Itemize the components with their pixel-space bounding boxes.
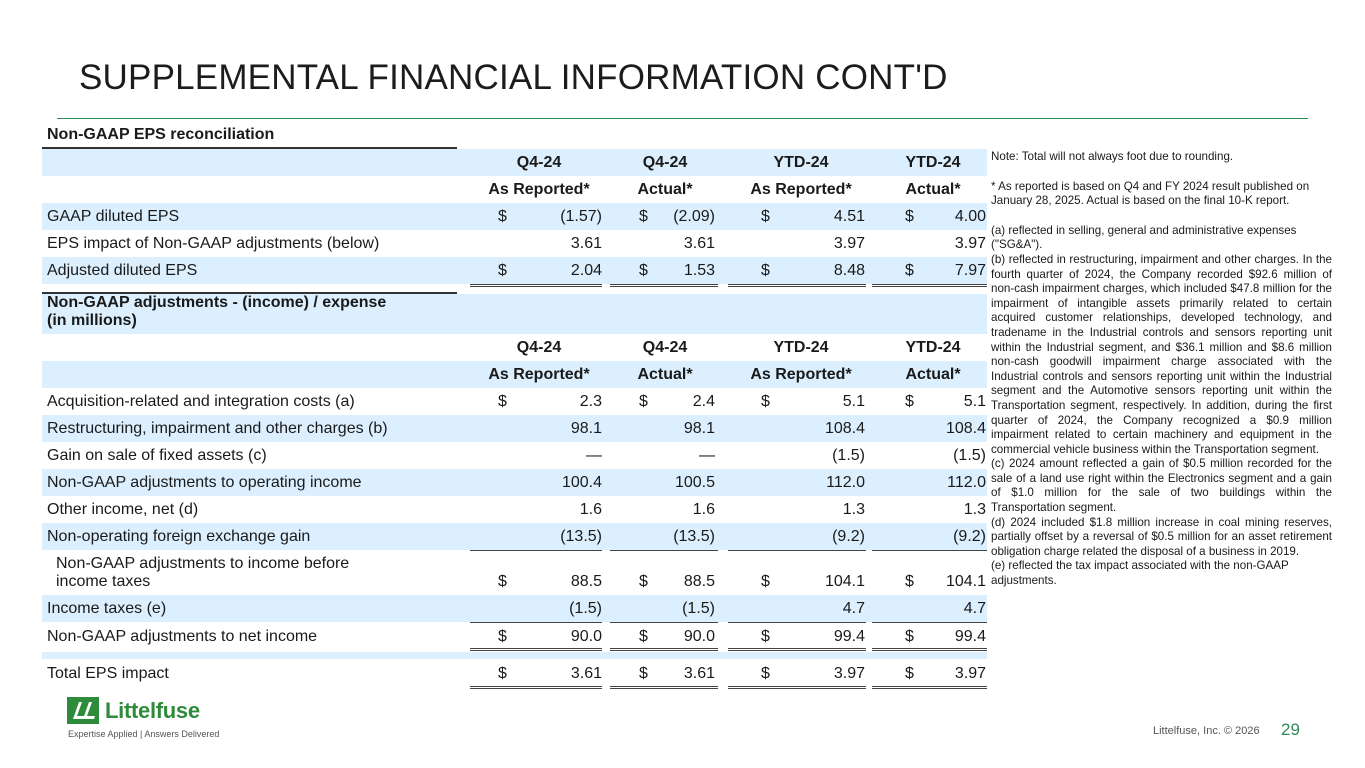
dollar-sign: $	[761, 573, 770, 590]
eps-col-2-sub: Actual*	[637, 181, 693, 198]
title-divider	[57, 118, 1308, 119]
page-number: 29	[1281, 720, 1300, 739]
footer-copyright: Littelfuse, Inc. © 2026	[1153, 725, 1260, 737]
adj-row-net-income	[42, 623, 987, 650]
row-label: GAAP diluted EPS	[47, 208, 180, 225]
adj-net-q4-reported: 90.0	[570, 628, 602, 645]
dollar-sign: $	[905, 208, 914, 225]
dollar-sign: $	[639, 665, 648, 682]
littelfuse-logo	[67, 697, 200, 729]
adj-col-3-top: YTD-24	[773, 339, 829, 356]
dollar-sign: $	[639, 262, 648, 279]
eps-col-4-sub: Actual*	[905, 181, 961, 198]
adj-row-other-income	[42, 496, 987, 523]
adj-total-q4-actual: 3.61	[683, 665, 715, 682]
row-label: Gain on sale of fixed assets (c)	[47, 447, 267, 464]
note-a: (a) reflected in selling, general and administrative expenses ("SG&A").	[991, 223, 1297, 252]
eps-gaap-ytd-actual: 4.00	[954, 208, 986, 225]
note-rounding: Note: Total will not always foot due to rounding.	[991, 150, 1234, 163]
dollar-sign: $	[639, 573, 648, 590]
dollar-sign: $	[639, 393, 648, 410]
adj-net-ytd-reported: 99.4	[833, 628, 865, 645]
adj-row-income-taxes	[42, 595, 987, 622]
eps-header-row-top	[42, 149, 987, 176]
littelfuse-logo-icon	[67, 697, 99, 724]
adj-gain-ytd-reported: (1.5)	[832, 447, 865, 464]
eps-gaap-q4-actual: (2.09)	[673, 208, 715, 225]
brand-tagline: Expertise Applied | Answers Delivered	[68, 729, 220, 739]
adj-tax-ytd-reported: 4.7	[842, 600, 865, 617]
adj-pretax-q4-actual: 88.5	[683, 573, 715, 590]
row-label: Non-GAAP adjustments to income before income taxes	[56, 555, 350, 590]
adj-fx-ytd-actual: (9.2)	[953, 528, 986, 545]
adj-row-gain-on-sale	[42, 442, 987, 469]
adj-acq-q4-reported: 2.3	[579, 393, 602, 410]
adj-tax-ytd-actual: 4.7	[963, 600, 986, 617]
dollar-sign: $	[498, 573, 507, 590]
note-d: (d) 2024 included $1.8 million increase in coal mining reserves, partially offset by a reversal of $0.5 million for an asset retirement obligation charge related the disposal of a business in 2019.	[991, 515, 1332, 558]
adj-opinc-q4-reported: 100.4	[561, 474, 602, 491]
adj-pretax-ytd-actual: 104.1	[945, 573, 986, 590]
adj-heading-line2: (in millions)	[47, 312, 137, 329]
eps-gaap-q4-reported: (1.57)	[560, 208, 602, 225]
adj-restr-q4-actual: 98.1	[683, 420, 715, 437]
adj-col-2-sub: Actual*	[637, 366, 693, 383]
eps-adjusted-ytd-reported: 8.48	[833, 262, 865, 279]
eps-col-3-sub: As Reported*	[750, 181, 852, 198]
adj-opinc-ytd-reported: 112.0	[826, 474, 865, 491]
dollar-sign: $	[498, 208, 507, 225]
adj-tax-q4-actual: (1.5)	[682, 600, 715, 617]
adj-other-q4-actual: 1.6	[692, 501, 715, 518]
row-label: EPS impact of Non-GAAP adjustments (below)	[47, 235, 380, 252]
adj-fx-ytd-reported: (9.2)	[832, 528, 865, 545]
eps-gaap-ytd-reported: 4.51	[833, 208, 865, 225]
adj-total-ytd-reported: 3.97	[833, 665, 865, 682]
note-c: (c) 2024 amount reflected a gain of $0.5 million recorded for the sale of a land use right within the Electronics segment and a gain of $1.0 million for the sale of two buildings within the Transportation segment.	[991, 457, 1332, 515]
adj-fx-q4-reported: (13.5)	[560, 528, 602, 545]
logo-wordmark: Littelfuse	[105, 698, 200, 723]
dollar-sign: $	[639, 208, 648, 225]
adj-header-row-top	[42, 334, 987, 361]
note-asterisk: * As reported is based on Q4 and FY 2024 result published on January 28, 2025. Actual is based on the final 10-K report.	[991, 179, 1310, 208]
eps-impact-q4-actual: 3.61	[683, 235, 715, 252]
row-label: Non-GAAP adjustments to net income	[47, 628, 318, 645]
eps-row-gaap	[42, 203, 987, 230]
adj-opinc-q4-actual: 100.5	[674, 474, 715, 491]
adj-row-fx-gain	[42, 523, 987, 550]
dollar-sign: $	[761, 262, 770, 279]
eps-adjusted-ytd-actual: 7.97	[954, 262, 986, 279]
adj-total-q4-reported: 3.61	[570, 665, 602, 682]
dollar-sign: $	[905, 665, 914, 682]
eps-header-row-sub	[42, 176, 987, 203]
adj-col-3-sub: As Reported*	[750, 366, 852, 383]
row-label: Restructuring, impairment and other charges (b)	[47, 420, 388, 437]
dollar-sign: $	[761, 665, 770, 682]
adj-col-1-top: Q4-24	[516, 339, 562, 356]
eps-impact-q4-reported: 3.61	[570, 235, 602, 252]
adj-net-q4-actual: 90.0	[683, 628, 715, 645]
dollar-sign: $	[639, 628, 648, 645]
row-label: Acquisition-related and integration costs (a)	[47, 393, 355, 410]
eps-col-2-top: Q4-24	[642, 154, 688, 171]
adj-total-ytd-actual: 3.97	[954, 665, 986, 682]
eps-impact-ytd-actual: 3.97	[954, 235, 986, 252]
adj-row-total-eps	[42, 660, 987, 687]
adj-other-q4-reported: 1.6	[579, 501, 602, 518]
adj-restr-ytd-actual: 108.4	[945, 420, 986, 437]
adj-opinc-ytd-actual: 112.0	[947, 474, 986, 491]
dollar-sign: $	[498, 628, 507, 645]
adj-col-2-top: Q4-24	[642, 339, 688, 356]
adj-col-4-sub: Actual*	[905, 366, 961, 383]
eps-adjusted-q4-reported: 2.04	[570, 262, 602, 279]
adj-col-1-sub: As Reported*	[488, 366, 590, 383]
adj-header-row-sub	[42, 361, 987, 388]
adj-other-ytd-actual: 1.3	[963, 501, 986, 518]
adj-pretax-ytd-reported: 104.1	[824, 573, 865, 590]
eps-row-impact	[42, 230, 987, 257]
adj-row-pretax	[42, 551, 987, 595]
dollar-sign: $	[905, 393, 914, 410]
eps-section-heading: Non-GAAP EPS reconciliation	[47, 126, 275, 143]
adj-acq-q4-actual: 2.4	[692, 393, 715, 410]
adj-row-operating-income	[42, 469, 987, 496]
adj-net-ytd-actual: 99.4	[954, 628, 986, 645]
page-title: SUPPLEMENTAL FINANCIAL INFORMATION CONT'D	[79, 58, 948, 97]
adj-gain-ytd-actual: (1.5)	[953, 447, 986, 464]
adj-section-heading	[47, 294, 386, 330]
adj-heading-line1: Non-GAAP adjustments - (income) / expense	[47, 294, 387, 311]
dollar-sign: $	[498, 393, 507, 410]
dollar-sign: $	[761, 628, 770, 645]
adj-acq-ytd-reported: 5.1	[842, 393, 865, 410]
eps-col-1-sub: As Reported*	[488, 181, 590, 198]
row-label: Non-GAAP adjustments to operating income	[47, 474, 362, 491]
spacer-row	[42, 652, 987, 659]
row-label: Other income, net (d)	[47, 501, 199, 518]
dollar-sign: $	[498, 665, 507, 682]
note-e: (e) reflected the tax impact associated with the non-GAAP adjustments.	[991, 559, 1289, 588]
adj-fx-q4-actual: (13.5)	[673, 528, 715, 545]
adj-other-ytd-reported: 1.3	[842, 501, 865, 518]
eps-impact-ytd-reported: 3.97	[833, 235, 865, 252]
row-label: Total EPS impact	[47, 665, 169, 682]
footnotes	[991, 150, 1332, 589]
adj-col-4-top: YTD-24	[905, 339, 961, 356]
adj-row-restructuring	[42, 415, 987, 442]
row-label: Adjusted diluted EPS	[47, 262, 198, 279]
adj-gain-q4-reported: —	[586, 447, 602, 464]
note-b: (b) reflected in restructuring, impairment and other charges. In the fourth quarter of 2024, the Company recorded $92.6 million of non-cash impairment charges, which included $47.8 million for the impairment of intangible assets primarily related to certain acquired customer relationships, developed technology, and tradename in the Industrial controls and sensors reporting unit within the Industrial segment, and $36.1 million and $8.6 million non-cash goodwill impairment charge associated with the Industrial controls and sensors reporting unit within the Industrial segment and the Automotive sensors reporting unit within the Transportation segment, respectively. In addition, during the first quarter of 2024, the Company recognized a $0.9 million impairment related to certain machinery and equipment in the commercial vehicle business within the Transportation segment.	[991, 252, 1332, 456]
adj-pretax-q4-reported: 88.5	[570, 573, 602, 590]
dollar-sign: $	[761, 393, 770, 410]
row-label: Non-operating foreign exchange gain	[47, 528, 311, 545]
dollar-sign: $	[761, 208, 770, 225]
eps-col-1-top: Q4-24	[516, 154, 562, 171]
dollar-sign: $	[905, 628, 914, 645]
dollar-sign: $	[905, 573, 914, 590]
adj-tax-q4-reported: (1.5)	[569, 600, 602, 617]
dollar-sign: $	[905, 262, 914, 279]
dollar-sign: $	[498, 262, 507, 279]
adj-acq-ytd-actual: 5.1	[963, 393, 986, 410]
adj-gain-q4-actual: —	[699, 447, 715, 464]
eps-adjusted-q4-actual: 1.53	[683, 262, 715, 279]
eps-row-adjusted	[42, 257, 987, 284]
eps-col-3-top: YTD-24	[773, 154, 829, 171]
adj-row-acquisition	[42, 388, 987, 415]
adj-restr-q4-reported: 98.1	[570, 420, 602, 437]
adj-restr-ytd-reported: 108.4	[824, 420, 865, 437]
row-label: Income taxes (e)	[47, 600, 167, 617]
eps-col-4-top: YTD-24	[905, 154, 961, 171]
